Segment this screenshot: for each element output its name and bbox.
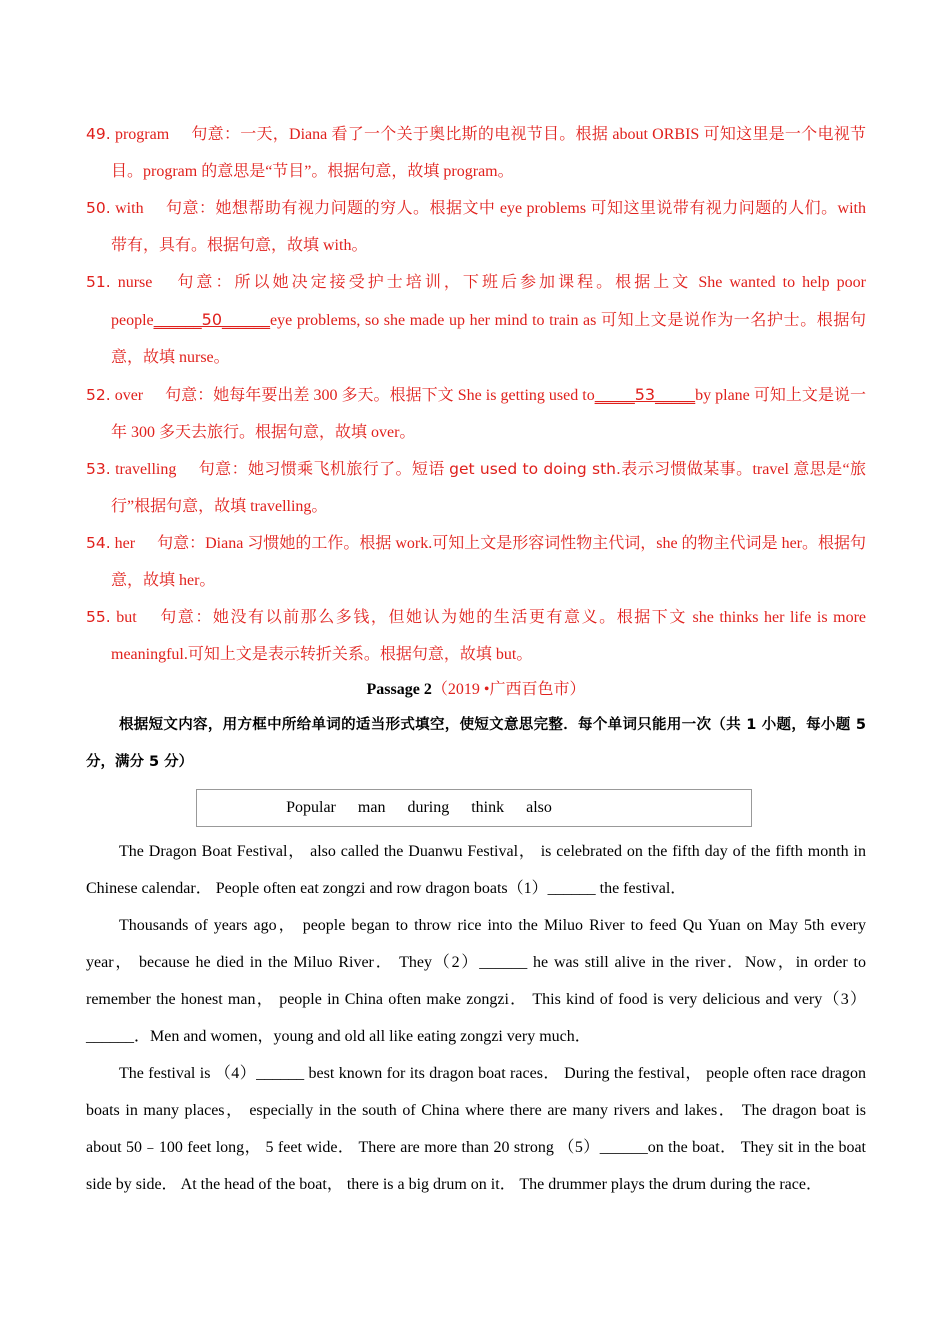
answer-number: 50. — [86, 199, 111, 217]
passage-source: （2019 •广西百色市） — [431, 681, 586, 698]
answer-54 — [86, 525, 866, 599]
word-box — [196, 789, 752, 827]
answer-blank: ______50______ — [153, 310, 271, 329]
answer-blank: _____53_____ — [594, 385, 696, 404]
document-page — [86, 116, 866, 1203]
answer-word: nurse — [117, 274, 153, 291]
answer-word: with — [115, 200, 144, 217]
answer-phrase: get used to doing sth. — [449, 460, 621, 478]
answer-number: 49. — [86, 125, 111, 143]
answer-number: 53. — [86, 460, 111, 478]
answer-number: 55. — [86, 608, 111, 626]
answer-word: travelling — [115, 461, 177, 478]
answer-explanation-cont: eye problems, so she made up her mind to train as 可知上文是说作为一名护士。根据句意，故填 nurse。 — [111, 312, 866, 366]
word-option: Popular — [286, 799, 336, 816]
answer-word: program — [114, 126, 170, 143]
answer-explanation: 句意：她没有以前那么多钱，但她认为她的生活更有意义。根据下文 she thinks her life is more meaningful.可知上文是表示转折关系。根据句意，故填 but。 — [111, 609, 866, 663]
answer-word: but — [116, 609, 137, 626]
answer-explanation-cont: by plane 可知上文是说一年 300 多天去旅行。根据句意，故填 over。 — [111, 387, 867, 441]
passage-instruction: 根据短文内容，用方框中所给单词的适当形式填空，使短文意思完整．每个单词只能用一次（共 1 小题，每小题 5 分，满分 5 分） — [86, 717, 866, 770]
answer-52 — [86, 376, 866, 451]
answer-word: over — [114, 387, 144, 404]
answer-53 — [86, 451, 866, 525]
word-option: man — [357, 799, 386, 816]
passage-paragraph: The Dragon Boat Festival， also called the Duanwu Festival， is celebrated on the fifth day of the fifth month in Chinese calendar． People often eat zongzi and row dragon boats（1）______ the festival． — [86, 843, 866, 897]
answer-number: 51. — [86, 273, 111, 291]
answer-51 — [86, 264, 866, 376]
passage-paragraph: The festival is （4）______ best known for its dragon boat races． During the festival， people often race dragon boats in many places， especially in the south of China where there are many rivers and lakes． The dragon boat is about 50﹣100 feet long， 5 feet wide． There are more than 20 strong （5）______on the boat． They sit in the boat side by side． At the head of the boat， there is a big drum on it． The drummer plays the drum during the race． — [86, 1065, 866, 1193]
answer-explanation: 句意：所以她决定接受护士培训，下班后参加课程。根据上文 She wanted to help poor people — [111, 274, 867, 329]
answer-explanation: 句意：她习惯乘飞机旅行了。短语 — [198, 461, 450, 478]
word-option: during — [407, 799, 450, 816]
answer-explanation: 句意：她每年要出差 300 多天。根据下文 She is getting used to — [165, 387, 595, 404]
answer-55 — [86, 599, 866, 673]
word-option: also — [526, 799, 552, 816]
word-option: think — [471, 799, 505, 816]
answer-explanation: 句意：一天，Diana 看了一个关于奥比斯的电视节目。根据 about ORBIS 可知这里是一个电视节目。program 的意思是“节目”。根据句意，故填 program。 — [111, 126, 866, 180]
answer-explanation: 句意：她想帮助有视力问题的穷人。根据文中 eye problems 可知这里说带有视力问题的人们。with 带有，具有。根据句意，故填 with。 — [111, 200, 866, 254]
passage-heading — [86, 673, 866, 707]
answer-explanation-cont: 表示习惯做某事。travel 意思是“旅行”根据句意，故填 travelling。 — [111, 461, 866, 515]
passage-title: Passage 2 — [366, 681, 432, 698]
answer-number: 54. — [86, 534, 111, 552]
passage-paragraph: Thousands of years ago， people began to throw rice into the Miluo River to feed Qu Yuan on May 5th every year， because he died in the Miluo River． They（2）______ he was still alive in the river．Now，in order to remember the honest man， people in China often make zongzi． This kind of food is very delicious and very（3）______．Men and women，young and old all like eating zongzi very much． — [86, 917, 867, 1045]
answer-word: her — [114, 535, 136, 552]
answer-50 — [86, 190, 866, 264]
answer-explanation: 句意：Diana 习惯她的工作。根据 work.可知上文是形容词性物主代词，she 的物主代词是 her。根据句意，故填 her。 — [111, 535, 866, 589]
answer-number: 52. — [86, 386, 111, 404]
answer-49 — [86, 116, 866, 190]
